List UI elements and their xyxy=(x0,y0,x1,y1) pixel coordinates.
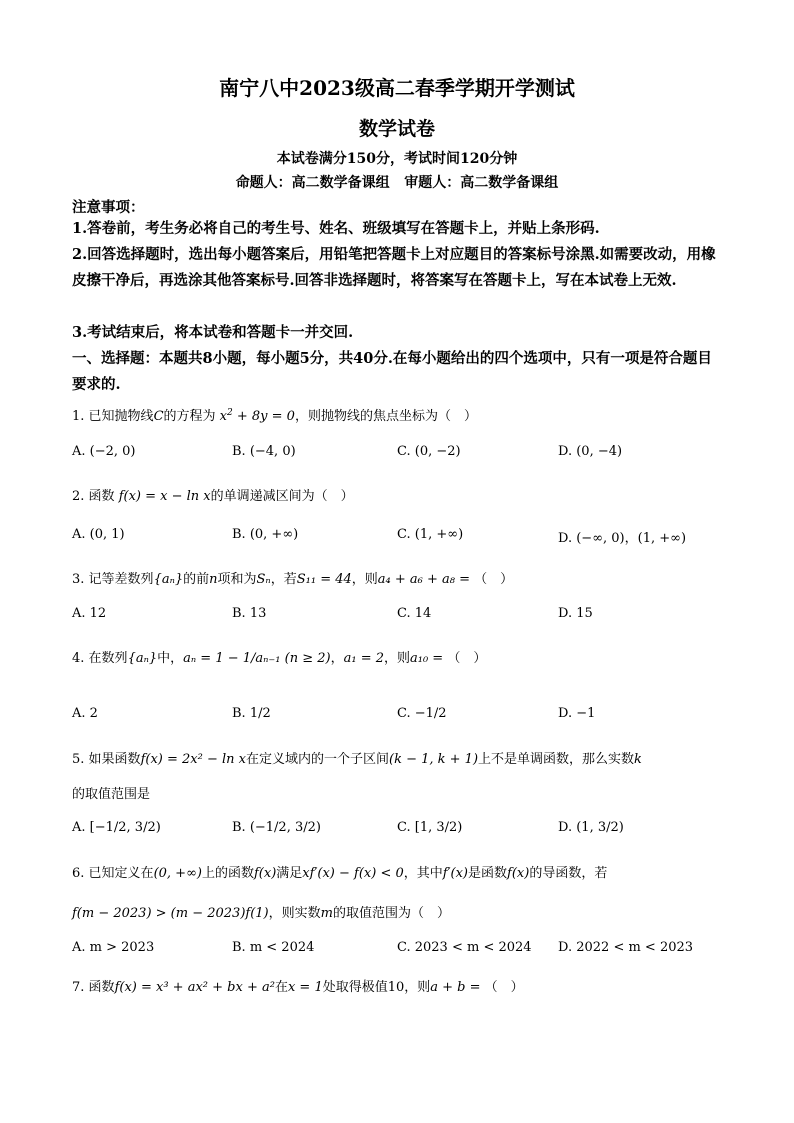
q2-option-d: D. (−∞, 0)，(1, +∞) xyxy=(558,531,687,546)
question-5: 5. 如果函数f(x) = 2x² − ln x在定义域内的一个子区间(k − 1, k + 1)上不是单调函数，那么实数k xyxy=(72,752,642,767)
question-number: 1. xyxy=(72,409,89,424)
q1-option-d: D. (0, −4) xyxy=(558,444,623,459)
question-1: 1. 已知抛物线C的方程为 $x^2 + 8y = 0$，则抛物线的焦点坐标为（ ） xyxy=(72,408,477,424)
note-item-1: 1.答卷前，考生务必将自己的考生号、姓名、班级填写在答题卡上，并贴上条形码. xyxy=(72,220,600,237)
q5-option-d: D. (1, 3/2) xyxy=(558,820,624,835)
question-2: 2. 函数 f(x) = x − ln x的单调递减区间为（ ） xyxy=(72,489,354,504)
q1-option-b: B. (−4, 0) xyxy=(232,444,296,459)
q4-option-b: B. 1/2 xyxy=(232,706,271,721)
q3-option-c: C. 14 xyxy=(397,606,432,621)
question-4: 4. 在数列{aₙ}中，aₙ = 1 − 1/aₙ₋₁ (n ≥ 2)，a₁ = 2，则a₁₀ = （ ） xyxy=(72,651,487,666)
q4-option-d: D. −1 xyxy=(558,706,596,721)
q4-option-a: A. 2 xyxy=(72,706,98,721)
q1-option-c: C. (0, −2) xyxy=(397,444,461,459)
question-3: 3. 记等差数列{aₙ}的前n项和为Sₙ，若S₁₁ = 44，则a₄ + a₆ + a₈ = （ ） xyxy=(72,572,514,587)
q4-option-c: C. −1/2 xyxy=(397,706,447,721)
question-5-cont: 的取值范围是 xyxy=(72,787,151,802)
q1-option-a: A. (−2, 0) xyxy=(72,444,136,459)
q6-option-a: A. m > 2023 xyxy=(72,940,155,955)
note-item-2: 2.回答选择题时，选出每小题答案后，用铅笔把答题卡上对应题目的答案标号涂黑.如需要改动，用橡皮擦干净后，再选涂其他答案标号.回答非选择题时，将答案写在答题卡上，写在本试卷上无效. xyxy=(72,246,716,289)
q6-option-c: C. 2023 < m < 2024 xyxy=(397,940,532,955)
formula: $x^2 + 8y = 0$ xyxy=(219,408,295,424)
q5-option-c: C. [1, 3/2) xyxy=(397,820,463,835)
q5-option-a: A. [−1/2, 3/2) xyxy=(72,820,161,835)
notes-heading: 注意事项： xyxy=(72,199,145,216)
q2-option-a: A. (0, 1) xyxy=(72,527,125,542)
authors-line: 命题人：高二数学备课组 审题人：高二数学备课组 xyxy=(235,175,559,191)
exam-subject: 数学试卷 xyxy=(358,118,435,140)
q2-option-b: B. (0, +∞) xyxy=(232,527,299,542)
q3-option-b: B. 13 xyxy=(232,606,267,621)
note-item-3: 3.考试结束后，将本试卷和答题卡一并交回. xyxy=(72,324,354,341)
q6-option-b: B. m < 2024 xyxy=(232,940,315,955)
question-6: 6. 已知定义在(0, +∞)上的函数f(x)满足xf′(x) − f(x) < 0，其中f′(x)是函数f(x)的导函数，若 xyxy=(72,866,608,881)
formula: aₙ = 1 − 1/aₙ₋₁ (n ≥ 2) xyxy=(183,651,331,666)
formula: f(x) = x − ln x xyxy=(118,489,211,504)
q5-option-b: B. (−1/2, 3/2) xyxy=(232,820,321,835)
score-info: 本试卷满分150分，考试时间120分钟 xyxy=(276,151,518,167)
question-6-cont: f(m − 2023) > (m − 2023)f(1)，则实数m的取值范围为（ ） xyxy=(72,906,450,921)
q3-option-d: D. 15 xyxy=(558,606,593,621)
exam-title: 南宁八中2023级高二春季学期开学测试 xyxy=(219,76,575,100)
section-heading: 一、选择题：本题共8小题，每小题5分，共40分.在每小题给出的四个选项中，只有一项是符合题目要求的. xyxy=(72,350,712,393)
formula: f(x) = x³ + ax² + bx + a² xyxy=(114,980,275,995)
q3-option-a: A. 12 xyxy=(72,606,107,621)
question-7: 7. 函数f(x) = x³ + ax² + bx + a²在x = 1处取得极值10，则a + b = （ ） xyxy=(72,980,524,995)
q6-option-d: D. 2022 < m < 2023 xyxy=(558,940,694,955)
q2-option-c: C. (1, +∞) xyxy=(397,527,464,542)
